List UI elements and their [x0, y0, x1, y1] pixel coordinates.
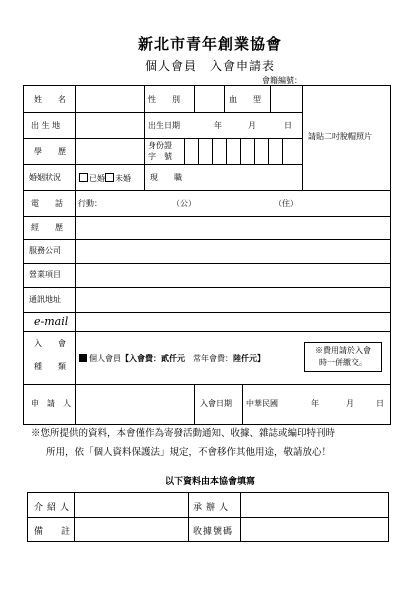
- photo-placeholder[interactable]: 請貼二吋脫帽照片: [308, 132, 372, 141]
- address-label: 通訊地址: [29, 295, 61, 304]
- join-month-label: 月: [346, 399, 354, 408]
- business-label: 營業項目: [29, 270, 61, 279]
- roc-label: 中華民國: [246, 399, 278, 408]
- join-fee: 貳仟元: [161, 353, 185, 363]
- fee-suffix: 】: [257, 353, 265, 363]
- join-day-label: 日: [376, 399, 384, 408]
- office-phone-label: （公）: [172, 199, 196, 208]
- page-subtitle: 個人會員 入會申請表: [144, 59, 275, 73]
- unmarried-checkbox[interactable]: [105, 173, 114, 182]
- id-number-label-2: 字 號: [148, 152, 172, 161]
- birth-month-label: 月: [248, 121, 256, 130]
- member-number-label: 會籍編號：: [262, 76, 302, 85]
- office-section-title: 以下資料由本協會填寫: [164, 477, 255, 487]
- mobile-label: 行動：: [78, 199, 102, 208]
- remarks-label: 備 註: [34, 527, 71, 537]
- name-label: 姓 名: [34, 95, 66, 104]
- birth-day-label: 日: [284, 121, 292, 130]
- application-form: [23, 85, 391, 425]
- birthdate-label: 出生日期: [148, 121, 180, 130]
- fee-middle: 常年會費：: [185, 354, 233, 363]
- blood-type-label: 血 型: [229, 95, 261, 104]
- membership-type-label-1: 入 會: [34, 339, 66, 348]
- married-label: 已婚: [89, 174, 105, 183]
- unmarried-label: 未婚: [115, 174, 131, 183]
- handler-label: 承辦人: [193, 503, 233, 513]
- education-label: 學 歷: [34, 147, 66, 156]
- checked-square-icon: [79, 354, 87, 362]
- join-date-label: 入會日期: [200, 399, 232, 408]
- page-title: 新北市青年創業協會: [137, 35, 282, 53]
- home-phone-label: （住）: [274, 199, 298, 208]
- id-number-label-1: 身份證: [148, 141, 172, 150]
- introducer-label: 介紹人: [34, 503, 74, 513]
- office-use-table: [27, 492, 389, 542]
- fee-prefix: 【入會費：: [121, 353, 161, 363]
- member-type-label: 個人會員: [89, 354, 121, 363]
- company-label: 服務公司: [29, 246, 61, 255]
- married-checkbox[interactable]: [79, 173, 88, 182]
- privacy-notice-line-2: 所用，依「個人資料保護法」規定，不會移作其他用途，敬請放心！: [46, 447, 332, 458]
- current-job-label: 現 職: [150, 173, 182, 182]
- join-year-label: 年: [311, 399, 319, 408]
- annual-fee: 陸仟元: [233, 353, 257, 363]
- marital-status-label: 婚姻狀況: [29, 173, 61, 182]
- phone-label: 電 話: [31, 199, 63, 208]
- fee-note-line-2: 時一併繳交。: [319, 358, 367, 367]
- privacy-notice: [31, 424, 393, 462]
- gender-label: 性 別: [148, 95, 180, 104]
- fee-note-line-1: ※費用請於入會: [315, 346, 371, 355]
- marital-options: [79, 173, 131, 184]
- experience-label: 經 歷: [31, 223, 63, 232]
- receipt-number-label: 收據號碼: [193, 527, 234, 537]
- privacy-notice-line-1: ※您所提供的資料，本會僅作為寄發活動通知、收據、雜誌或編印特刊時: [31, 428, 336, 439]
- membership-type-option[interactable]: [79, 353, 265, 364]
- fee-note-box: [304, 342, 382, 372]
- applicant-label: 申 請 人: [31, 399, 71, 408]
- birthplace-label: 出 生 地: [31, 121, 61, 130]
- email-label: e-mail: [34, 315, 69, 328]
- membership-type-label-2: 種 類: [34, 362, 66, 371]
- birth-year-label: 年: [214, 121, 222, 130]
